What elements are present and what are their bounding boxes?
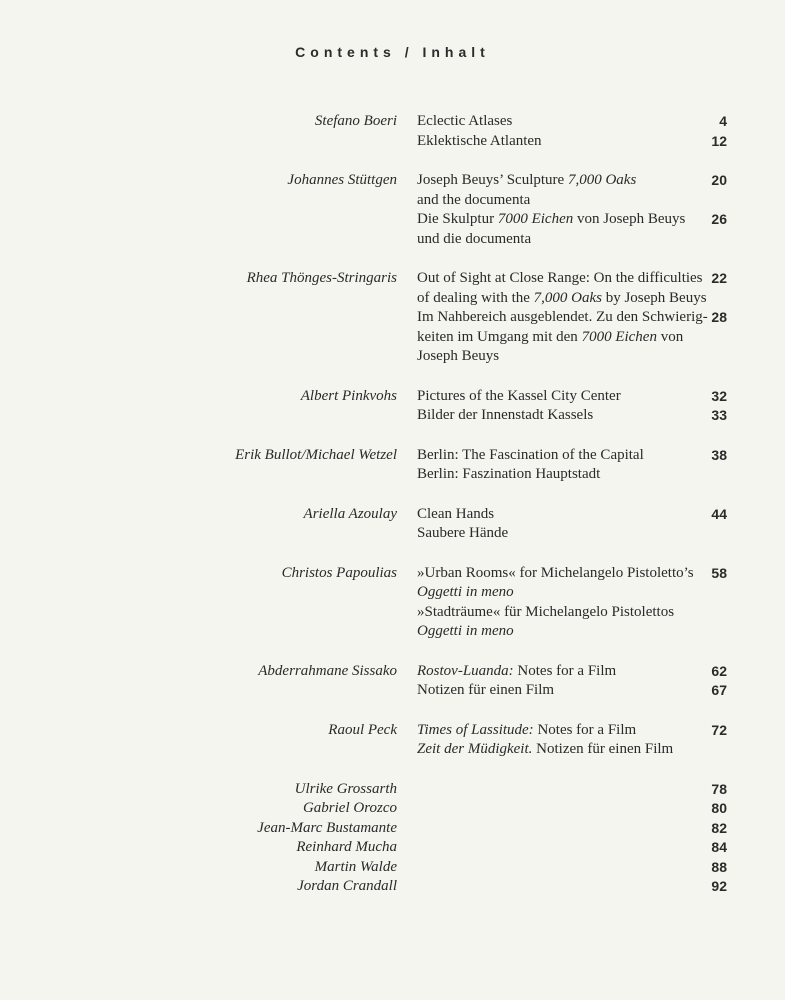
toc-title-segment: Rostov-Luanda: bbox=[417, 662, 514, 679]
toc-title-segment: Joseph Beuys’ Sculpture bbox=[417, 172, 568, 188]
toc-title-segment: of dealing with the bbox=[417, 289, 534, 306]
toc-title-segment: keiten im Umgang mit den bbox=[417, 328, 582, 345]
toc-page-number: 80 bbox=[711, 800, 727, 816]
toc-title-segment: Zeit der Müdigkeit. bbox=[417, 741, 533, 757]
toc-title bbox=[417, 191, 530, 211]
toc-title-segment: Notes for a Film bbox=[513, 662, 617, 679]
toc-line bbox=[0, 524, 785, 544]
toc-title bbox=[417, 662, 616, 682]
toc-title-segment: Times of Lassitude: bbox=[417, 721, 534, 738]
toc-title-segment: 7,000 Oaks bbox=[533, 289, 602, 306]
toc-title-segment: und die documenta bbox=[417, 230, 532, 247]
toc-title bbox=[417, 465, 600, 485]
toc-author: Christos Papoulias bbox=[281, 564, 397, 581]
toc-title bbox=[417, 210, 685, 230]
artist-line bbox=[0, 799, 785, 819]
toc-author: Gabriel Orozco bbox=[302, 800, 397, 816]
toc-title bbox=[417, 505, 494, 525]
toc-line bbox=[0, 328, 785, 348]
toc-entry bbox=[0, 662, 785, 701]
toc-title bbox=[417, 328, 683, 348]
toc-page-number: 38 bbox=[711, 446, 727, 463]
toc-title bbox=[417, 269, 703, 289]
toc-line bbox=[0, 269, 785, 289]
toc-title-segment: »Stadträume« für Michelangelo Pistolettos bbox=[417, 603, 675, 620]
toc-page-number: 82 bbox=[711, 819, 727, 836]
toc-entry bbox=[0, 564, 785, 642]
toc-entry bbox=[0, 269, 785, 367]
artist-line bbox=[0, 780, 785, 800]
toc-author: Ariella Azoulay bbox=[303, 505, 397, 522]
toc-line bbox=[0, 681, 785, 701]
toc-line bbox=[0, 446, 785, 466]
toc-page-number: 26 bbox=[711, 211, 727, 227]
toc-title-segment: Berlin: The Fascination of the Capital bbox=[417, 446, 644, 463]
toc-page-number: 4 bbox=[719, 113, 727, 129]
toc-page-number: 32 bbox=[711, 387, 727, 404]
toc-line bbox=[0, 191, 785, 211]
toc-title-segment: Eklektische Atlanten bbox=[417, 132, 542, 149]
toc-title-segment: 7000 Eichen bbox=[581, 328, 657, 345]
toc-title bbox=[417, 230, 531, 250]
toc-page-number: 33 bbox=[711, 407, 727, 423]
toc-title-segment: »Urban Rooms« for Michelangelo Pistoletto’s bbox=[417, 564, 694, 581]
toc-title bbox=[417, 171, 636, 191]
toc-title-segment: Im Nahbereich ausgeblendet. Zu den Schwierig- bbox=[417, 309, 708, 325]
page-title: Contents / Inhalt bbox=[295, 44, 490, 60]
toc-line bbox=[0, 603, 785, 623]
toc-title-segment: Notes for a Film bbox=[533, 721, 637, 738]
toc-page-number: 84 bbox=[711, 839, 727, 855]
toc-title-segment: Oggetti in meno bbox=[417, 584, 514, 600]
artist-list bbox=[0, 780, 785, 897]
toc-author: Raoul Peck bbox=[328, 721, 397, 738]
toc-title-segment: Notizen für einen Film bbox=[417, 682, 555, 698]
toc-title-segment: von bbox=[656, 328, 684, 345]
toc-title-segment: by Joseph Beuys bbox=[601, 289, 707, 306]
toc-line bbox=[0, 210, 785, 230]
toc-title bbox=[417, 112, 512, 132]
toc-author: Erik Bullot/Michael Wetzel bbox=[235, 446, 397, 463]
toc-title-segment: Berlin: Faszination Hauptstadt bbox=[417, 466, 601, 482]
artist-line bbox=[0, 819, 785, 839]
toc-title bbox=[417, 347, 499, 367]
toc-page-number: 28 bbox=[711, 309, 727, 325]
toc-author: Abderrahmane Sissako bbox=[258, 662, 397, 679]
toc-author: Albert Pinkvohs bbox=[300, 387, 397, 404]
toc-line bbox=[0, 132, 785, 152]
toc-page-number: 67 bbox=[711, 682, 727, 698]
toc-line bbox=[0, 721, 785, 741]
toc-author: Johannes Stüttgen bbox=[287, 172, 397, 188]
toc-title-segment: Die Skulptur bbox=[417, 211, 498, 227]
toc-page-number: 88 bbox=[711, 858, 727, 875]
toc-title-segment: and the documenta bbox=[417, 191, 531, 208]
toc-page-number: 20 bbox=[711, 172, 727, 188]
toc-line bbox=[0, 347, 785, 367]
toc-title bbox=[417, 721, 636, 741]
toc-page-number: 22 bbox=[711, 270, 727, 286]
toc-line bbox=[0, 505, 785, 525]
toc-entry bbox=[0, 387, 785, 426]
toc-author: Reinhard Mucha bbox=[296, 839, 397, 855]
toc-page-number: 72 bbox=[711, 721, 727, 738]
toc-title bbox=[417, 524, 508, 544]
toc-title bbox=[417, 681, 554, 701]
toc-author: Jean-Marc Bustamante bbox=[257, 819, 397, 836]
toc-entry bbox=[0, 721, 785, 760]
toc-title bbox=[417, 564, 694, 584]
toc-title-segment: Bilder der Innenstadt Kassels bbox=[417, 407, 594, 423]
artist-line bbox=[0, 877, 785, 897]
toc-page-number: 78 bbox=[711, 780, 727, 797]
toc-title-segment: Saubere Hände bbox=[417, 525, 509, 541]
toc-page-number: 58 bbox=[711, 564, 727, 581]
toc-entry bbox=[0, 112, 785, 151]
toc-title-segment: Oggetti in meno bbox=[417, 623, 514, 639]
toc-title-segment: Notizen für einen Film bbox=[532, 741, 674, 757]
toc-page-number: 12 bbox=[711, 132, 727, 149]
toc-title bbox=[417, 387, 621, 407]
toc-author: Stefano Boeri bbox=[314, 113, 397, 129]
toc-author: Martin Walde bbox=[314, 858, 397, 875]
toc-author: Rhea Thönges-Stringaris bbox=[246, 270, 397, 286]
toc-line bbox=[0, 465, 785, 485]
toc-entry bbox=[0, 505, 785, 544]
toc-title-segment: Eclectic Atlases bbox=[417, 113, 513, 129]
toc-page-number: 62 bbox=[711, 662, 727, 679]
toc-entry bbox=[0, 171, 785, 249]
toc-title bbox=[417, 289, 707, 309]
toc-title-segment: von Joseph Beuys bbox=[573, 211, 686, 227]
toc-title bbox=[417, 583, 514, 603]
toc-title-segment: 7,000 Oaks bbox=[567, 172, 637, 188]
toc-line bbox=[0, 230, 785, 250]
toc-line bbox=[0, 564, 785, 584]
toc-title bbox=[417, 132, 542, 152]
toc-page-number: 44 bbox=[711, 505, 727, 522]
toc-line bbox=[0, 387, 785, 407]
table-of-contents bbox=[0, 112, 785, 917]
toc-title bbox=[417, 603, 674, 623]
artist-line bbox=[0, 838, 785, 858]
toc-title-segment: Out of Sight at Close Range: On the difficulties bbox=[417, 270, 703, 286]
toc-title bbox=[417, 406, 593, 426]
toc-author: Ulrike Grossarth bbox=[294, 780, 397, 797]
toc-line bbox=[0, 622, 785, 642]
artist-line bbox=[0, 858, 785, 878]
toc-title bbox=[417, 446, 644, 466]
toc-line bbox=[0, 583, 785, 603]
toc-author: Jordan Crandall bbox=[297, 878, 397, 894]
toc-title bbox=[417, 622, 514, 642]
toc-line bbox=[0, 406, 785, 426]
toc-title bbox=[417, 740, 673, 760]
toc-title-segment: Pictures of the Kassel City Center bbox=[417, 387, 621, 404]
toc-title-segment: Joseph Beuys bbox=[417, 348, 500, 364]
toc-line bbox=[0, 171, 785, 191]
toc-title-segment: 7000 Eichen bbox=[497, 211, 574, 227]
toc-line bbox=[0, 112, 785, 132]
toc-page-number: 92 bbox=[711, 878, 727, 894]
toc-line bbox=[0, 740, 785, 760]
toc-entry bbox=[0, 446, 785, 485]
toc-line bbox=[0, 308, 785, 328]
toc-title bbox=[417, 308, 708, 328]
toc-title-segment: Clean Hands bbox=[417, 505, 495, 522]
toc-line bbox=[0, 662, 785, 682]
toc-line bbox=[0, 289, 785, 309]
